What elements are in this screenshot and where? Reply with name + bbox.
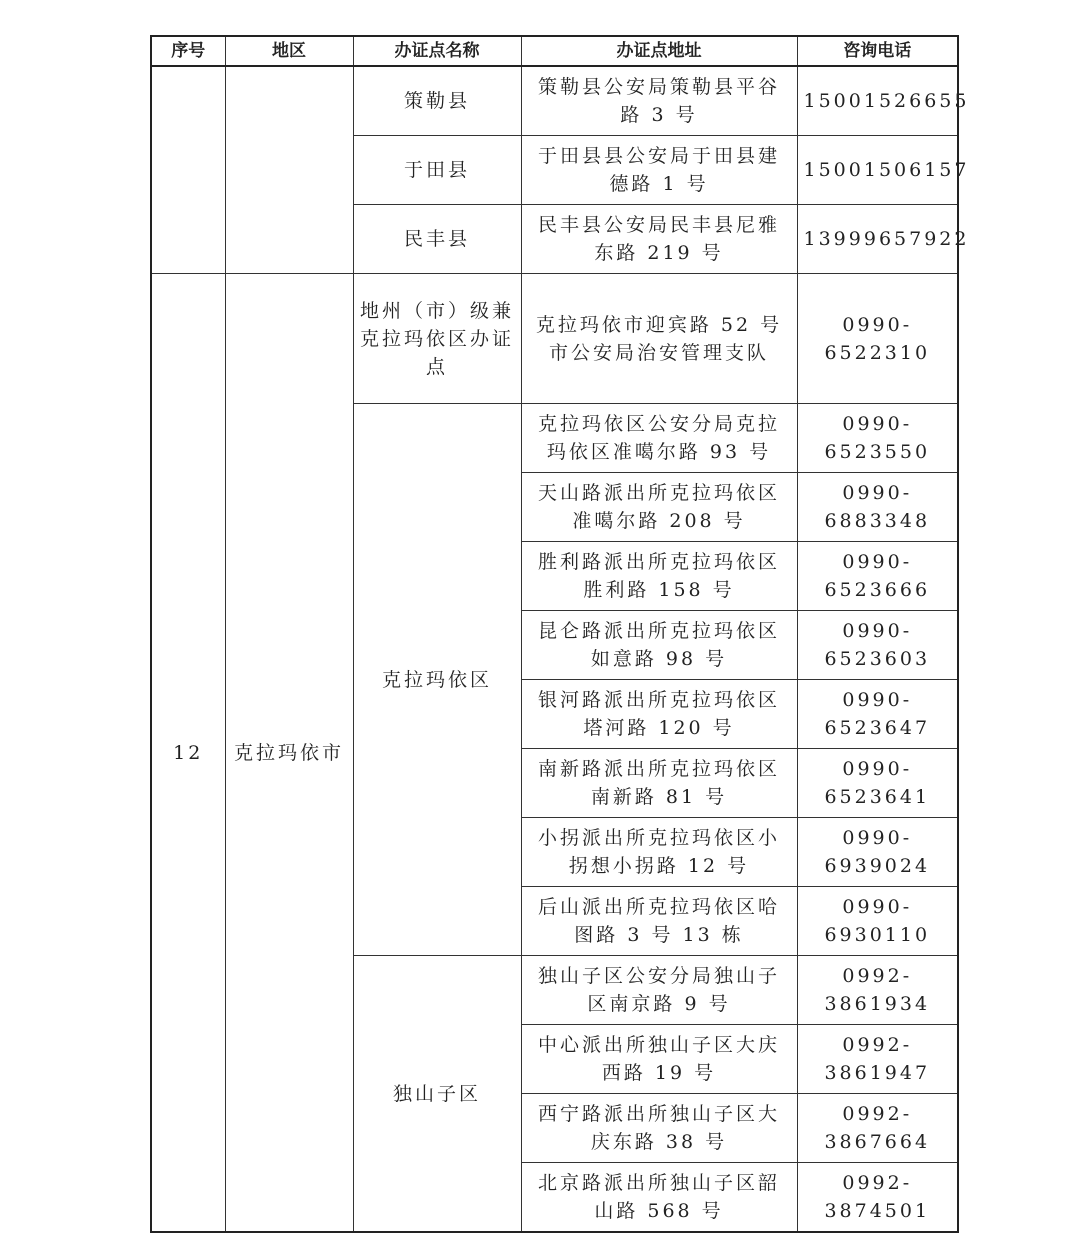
address-cell: 后山派出所克拉玛依区哈图路 3 号 13 栋 xyxy=(521,887,797,956)
seq-cell-empty xyxy=(151,66,225,274)
address-cell: 克拉玛依市迎宾路 52 号市公安局治安管理支队 xyxy=(521,274,797,404)
seq-cell: 12 xyxy=(151,274,225,1233)
phone-cell: 15001506157 xyxy=(797,136,958,205)
address-cell: 中心派出所独山子区大庆西路 19 号 xyxy=(521,1025,797,1094)
phone-cell: 0990-6523647 xyxy=(797,680,958,749)
phone-cell: 13999657922 xyxy=(797,205,958,274)
phone-cell: 0992-3861947 xyxy=(797,1025,958,1094)
office-name-cell: 地州（市）级兼克拉玛依区办证点 xyxy=(353,274,521,404)
phone-cell: 0992-3867664 xyxy=(797,1094,958,1163)
office-table xyxy=(150,35,970,1233)
header-region: 地区 xyxy=(225,36,353,66)
header-office-name: 办证点名称 xyxy=(353,36,521,66)
region-cell: 克拉玛依市 xyxy=(225,274,353,1233)
phone-cell: 15001526655 xyxy=(797,66,958,136)
address-cell: 克拉玛依区公安分局克拉玛依区准噶尔路 93 号 xyxy=(521,404,797,473)
table-row xyxy=(151,66,958,136)
phone-cell: 0990-6523666 xyxy=(797,542,958,611)
header-office-address: 办证点地址 xyxy=(521,36,797,66)
phone-cell: 0992-3861934 xyxy=(797,956,958,1025)
address-cell: 胜利路派出所克拉玛依区胜利路 158 号 xyxy=(521,542,797,611)
address-cell: 小拐派出所克拉玛依区小拐想小拐路 12 号 xyxy=(521,818,797,887)
phone-cell: 0990-6522310 xyxy=(797,274,958,404)
address-cell: 独山子区公安分局独山子区南京路 9 号 xyxy=(521,956,797,1025)
address-cell: 西宁路派出所独山子区大庆东路 38 号 xyxy=(521,1094,797,1163)
office-name-cell: 于田县 xyxy=(353,136,521,205)
region-cell-empty xyxy=(225,66,353,274)
phone-cell: 0990-6523603 xyxy=(797,611,958,680)
header-seq: 序号 xyxy=(151,36,225,66)
phone-cell: 0990-6883348 xyxy=(797,473,958,542)
address-cell: 天山路派出所克拉玛依区准噶尔路 208 号 xyxy=(521,473,797,542)
office-name-cell: 民丰县 xyxy=(353,205,521,274)
header-phone: 咨询电话 xyxy=(797,36,958,66)
phone-cell: 0990-6523641 xyxy=(797,749,958,818)
address-cell: 民丰县公安局民丰县尼雅东路 219 号 xyxy=(521,205,797,274)
address-cell: 南新路派出所克拉玛依区南新路 81 号 xyxy=(521,749,797,818)
phone-cell: 0992-3874501 xyxy=(797,1163,958,1233)
phone-cell: 0990-6523550 xyxy=(797,404,958,473)
address-cell: 策勒县公安局策勒县平谷路 3 号 xyxy=(521,66,797,136)
address-cell: 昆仑路派出所克拉玛依区如意路 98 号 xyxy=(521,611,797,680)
address-cell: 于田县县公安局于田县建德路 1 号 xyxy=(521,136,797,205)
header-row xyxy=(151,36,958,66)
table-row xyxy=(151,274,958,404)
district-cell: 独山子区 xyxy=(353,956,521,1233)
phone-cell: 0990-6930110 xyxy=(797,887,958,956)
office-name-cell: 策勒县 xyxy=(353,66,521,136)
district-cell: 克拉玛依区 xyxy=(353,404,521,956)
phone-cell: 0990-6939024 xyxy=(797,818,958,887)
address-cell: 银河路派出所克拉玛依区塔河路 120 号 xyxy=(521,680,797,749)
address-cell: 北京路派出所独山子区韶山路 568 号 xyxy=(521,1163,797,1233)
